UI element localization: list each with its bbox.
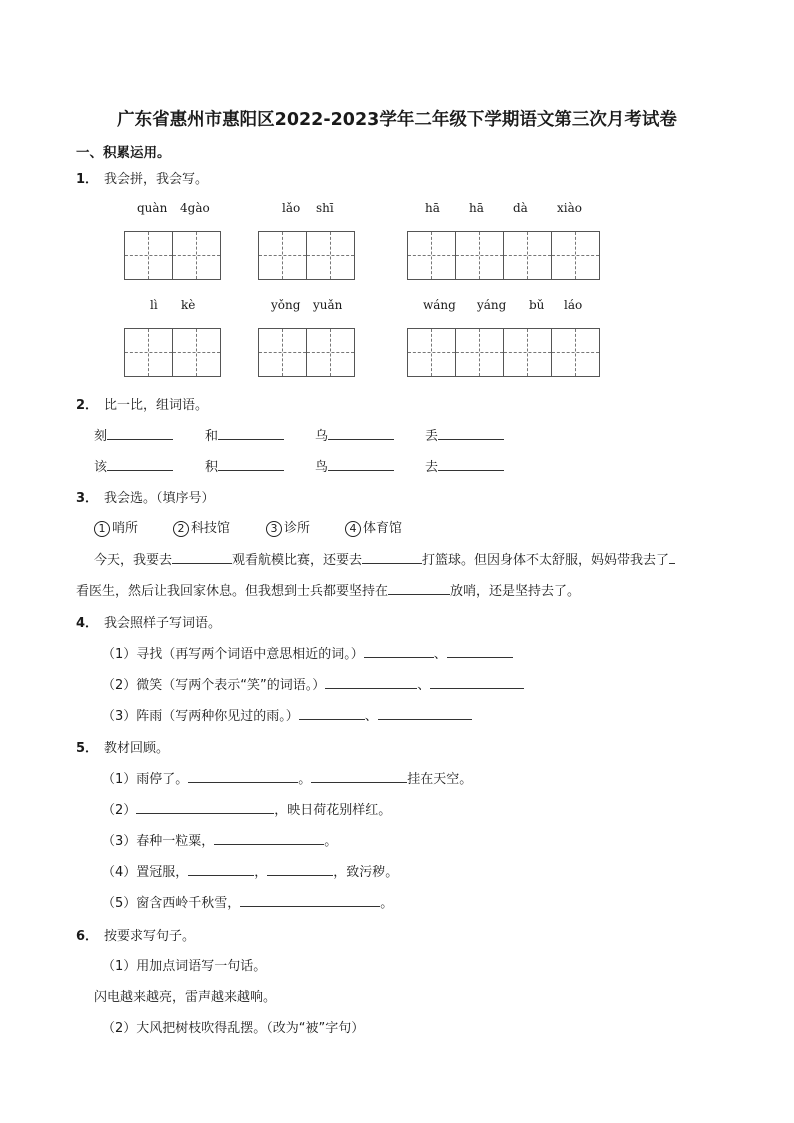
writing-grid[interactable] [407, 328, 600, 377]
question-5 [76, 737, 169, 756]
section-heading: 一、积累运用。 [76, 145, 171, 161]
sub-question-text: ， [254, 865, 268, 880]
answer-blank[interactable] [188, 862, 254, 876]
word-group-row [205, 425, 284, 444]
pinyin: 4gào [180, 201, 210, 215]
answer-blank[interactable] [188, 769, 298, 783]
question-number: 4． [76, 616, 99, 631]
sub-question-text: （2）微笑（写两个表示“笑”的词语。） [102, 678, 326, 693]
sub-question-text: （3）阵雨（写两种你见过的雨。） [102, 709, 299, 724]
question-number: 1． [76, 172, 99, 187]
sub-question-text: 。 [380, 896, 394, 911]
option-number: 1 [94, 521, 110, 537]
question-text: 比一比，组词语。 [104, 398, 209, 413]
sub-question [102, 830, 337, 849]
sub-question-text: （1）寻找（再写两个词语中意思相近的词。） [102, 647, 364, 662]
pinyin: lì [150, 298, 158, 312]
answer-blank[interactable] [107, 426, 173, 440]
pinyin: hā [469, 201, 484, 215]
option-number: 3 [266, 521, 282, 537]
writing-grid[interactable] [258, 231, 355, 280]
sub-question [102, 799, 391, 818]
separator: 、 [433, 647, 447, 662]
sub-question-text: ，致污秽。 [333, 865, 399, 880]
pinyin: hā [425, 201, 440, 215]
answer-blank[interactable] [214, 831, 324, 845]
character: 积 [205, 460, 219, 475]
sub-question [102, 674, 524, 693]
pinyin: wáng [423, 298, 456, 312]
question-number: 5． [76, 741, 99, 756]
answer-blank[interactable] [218, 457, 284, 471]
sub-question [102, 861, 398, 880]
answer-blank[interactable] [362, 550, 422, 564]
pinyin: quàn [137, 201, 168, 215]
word-group-row [94, 456, 173, 475]
question-6 [76, 925, 195, 944]
answer-blank[interactable] [364, 644, 434, 658]
question-4 [76, 612, 221, 631]
option-number: 4 [345, 521, 361, 537]
character: 乌 [315, 429, 329, 444]
question-2 [76, 394, 208, 413]
answer-blank[interactable] [218, 426, 284, 440]
passage-text: 今天，我要去 [94, 553, 173, 568]
question-number: 2． [76, 398, 99, 413]
sub-question-text: 。 [324, 834, 338, 849]
question-number: 3． [76, 491, 99, 506]
writing-grid[interactable] [124, 231, 221, 280]
word-group-row [315, 456, 394, 475]
character: 和 [205, 429, 219, 444]
question-number: 6． [76, 929, 99, 944]
question-text: 教材回顾。 [104, 741, 170, 756]
answer-blank[interactable] [107, 457, 173, 471]
answer-blank[interactable] [388, 581, 450, 595]
sub-question-text: （4）置冠服， [102, 865, 189, 880]
word-group-row [425, 425, 504, 444]
sub-question-text: ，映日荷花别样红。 [274, 803, 392, 818]
passage-text: 观看航模比赛，还要去 [232, 553, 363, 568]
word-group-row [205, 456, 284, 475]
sub-question-text: （2） [102, 803, 137, 818]
passage-line [76, 580, 580, 599]
option [266, 517, 310, 537]
pinyin: lǎo [282, 201, 301, 215]
sub-question [102, 643, 513, 662]
answer-blank[interactable] [172, 550, 232, 564]
sub-question-text: （5）窗含西岭千秋雪， [102, 896, 241, 911]
answer-blank[interactable] [299, 706, 365, 720]
character: 去 [425, 460, 439, 475]
pinyin: yǒng [271, 298, 301, 312]
character: 该 [94, 460, 108, 475]
word-group-row [425, 456, 504, 475]
character: 鸟 [315, 460, 329, 475]
option-label: 体育馆 [363, 521, 403, 536]
pinyin: xiào [557, 201, 582, 215]
answer-blank[interactable] [447, 644, 513, 658]
question-text: 我会照样子写词语。 [104, 616, 222, 631]
answer-blank[interactable] [240, 893, 380, 907]
answer-blank[interactable] [328, 457, 394, 471]
option-label: 哨所 [112, 521, 139, 536]
answer-blank[interactable] [438, 457, 504, 471]
sub-question-text: 挂在天空。 [407, 772, 473, 787]
sub-question: （1）用加点词语写一句话。 [102, 959, 267, 974]
sub-question: （2）大风把树枝吹得乱摆。（改为“被”字句） [102, 1021, 365, 1036]
pinyin: yuǎn [313, 298, 343, 312]
sub-question-text: 。 [298, 772, 312, 787]
separator: 、 [417, 678, 431, 693]
answer-blank[interactable] [430, 675, 524, 689]
option-label: 诊所 [284, 521, 311, 536]
option-label: 科技馆 [191, 521, 231, 536]
passage-text: 放哨，还是坚持去了。 [450, 584, 581, 599]
sub-question [102, 892, 393, 911]
word-group-row [94, 425, 173, 444]
question-text: 我会拼，我会写。 [104, 172, 209, 187]
pinyin: bǔ [529, 298, 545, 312]
pinyin: dà [513, 201, 528, 215]
answer-blank[interactable] [311, 769, 407, 783]
answer-blank[interactable] [325, 675, 417, 689]
option [94, 517, 138, 537]
answer-blank[interactable] [669, 550, 675, 564]
pinyin: kè [181, 298, 196, 312]
writing-grid[interactable] [124, 328, 221, 377]
pinyin: láo [564, 298, 583, 312]
question-3 [76, 487, 215, 506]
example-sentence: 闪电越来越亮，雷声越来越响。 [94, 990, 277, 1005]
sub-question-text: （3）春种一粒粟， [102, 834, 215, 849]
option [345, 517, 402, 537]
writing-grid[interactable] [407, 231, 600, 280]
answer-blank[interactable] [267, 862, 333, 876]
option [173, 517, 230, 537]
answer-blank[interactable] [136, 800, 274, 814]
pinyin: shī [316, 201, 334, 215]
sub-question-text: （1）雨停了。 [102, 772, 189, 787]
answer-blank[interactable] [438, 426, 504, 440]
sub-question [102, 705, 472, 724]
answer-blank[interactable] [328, 426, 394, 440]
word-group-row [315, 425, 394, 444]
question-text: 按要求写句子。 [104, 929, 196, 944]
question-1 [76, 168, 208, 187]
separator: 、 [364, 709, 378, 724]
page-title: 广东省惠州市惠阳区2022-2023学年二年级下学期语文第三次月考试卷 [117, 110, 677, 130]
passage-line [94, 549, 675, 568]
sub-question [102, 768, 472, 787]
passage-text: 看医生，然后让我回家休息。但我想到士兵都要坚持在 [76, 584, 389, 599]
character: 丢 [425, 429, 439, 444]
answer-blank[interactable] [378, 706, 472, 720]
question-text: 我会选。（填序号） [104, 491, 215, 506]
option-number: 2 [173, 521, 189, 537]
passage-text: 打篮球。但因身体不太舒服，妈妈带我去了 [422, 553, 670, 568]
writing-grid[interactable] [258, 328, 355, 377]
pinyin: yáng [477, 298, 507, 312]
character: 刻 [94, 429, 108, 444]
